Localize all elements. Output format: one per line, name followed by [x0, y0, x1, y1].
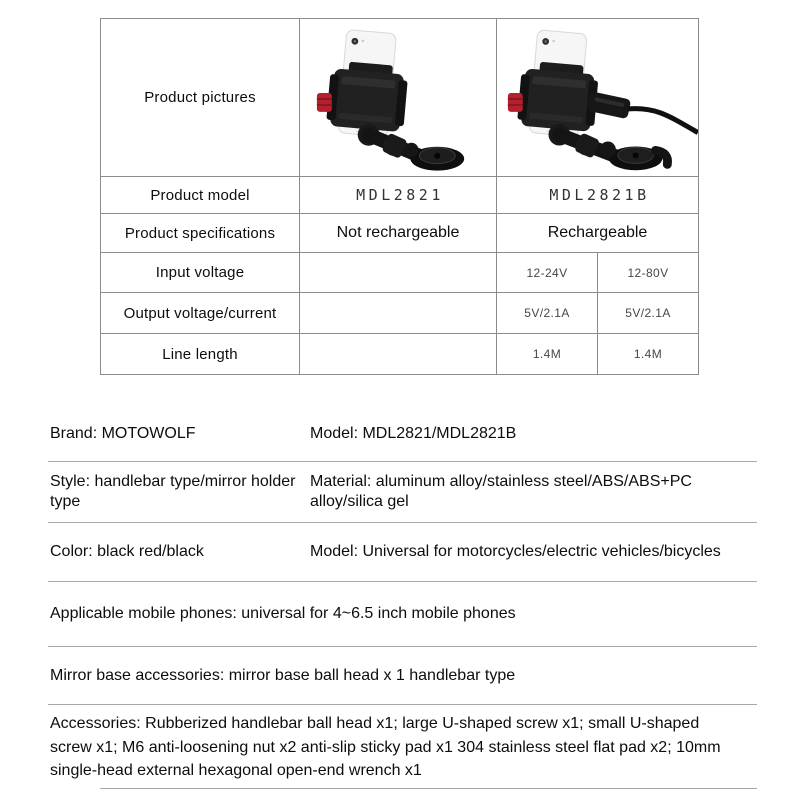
- brand-text: Brand: MOTOWOLF: [50, 424, 196, 442]
- brand-model-row: [48, 406, 757, 462]
- accessories-row: [48, 705, 757, 788]
- color-text: Color: black red/black: [50, 543, 204, 560]
- phone-mount-cable-illustration: [497, 19, 698, 176]
- model-text: Model: MDL2821/MDL2821B: [310, 424, 517, 442]
- pictures-label: Product pictures: [144, 89, 256, 106]
- spec-table: [100, 18, 699, 375]
- output-voltage-label: Output voltage/current: [101, 292, 299, 333]
- red-knob: [508, 93, 523, 112]
- material-text: Material: aluminum alloy/stainless steel/ABS/ABS+PC alloy/silica gel: [310, 473, 692, 510]
- input-voltage-b2: 12-80V: [597, 252, 698, 292]
- spec-label: Product specifications: [101, 213, 299, 252]
- model-b-value: MDL2821B: [496, 176, 698, 213]
- mirror-base-row: [48, 647, 757, 705]
- line-length-b2: 1.4M: [597, 333, 698, 374]
- vehicle-model-text: Model: Universal for motorcycles/electric vehicles/bicycles: [310, 543, 721, 560]
- style-material-row: [48, 462, 757, 523]
- red-knob: [317, 93, 332, 112]
- applicable-phones-row: [48, 582, 757, 647]
- input-voltage-b1: 12-24V: [496, 252, 597, 292]
- input-voltage-label: Input voltage: [101, 252, 299, 292]
- style-text: Style: handlebar type/mirror holder type: [50, 473, 296, 510]
- input-voltage-a-empty: [299, 252, 496, 292]
- model-label: Product model: [101, 176, 299, 213]
- product-image-mdl2821b: [496, 19, 698, 176]
- model-a-value: MDL2821: [299, 176, 496, 213]
- bottom-divider: [100, 788, 757, 789]
- accessories-text: Accessories: Rubberized handlebar ball head x1; large U-shaped screw x1; small U-shaped screw x1; M6 anti-loosening nut x2 anti-slip sticky pad x1 304 stainless steel flat pad x2; 10mm single-head external hexagonal open-end wrench x1: [50, 715, 721, 779]
- output-voltage-b1: 5V/2.1A: [496, 292, 597, 333]
- output-voltage-b2: 5V/2.1A: [597, 292, 698, 333]
- applicable-phones-text: Applicable mobile phones: universal for 4~6.5 inch mobile phones: [50, 605, 516, 622]
- output-voltage-a-empty: [299, 292, 496, 333]
- product-image-mdl2821: [299, 19, 496, 176]
- detail-list: [48, 406, 757, 789]
- spec-a-value: Not rechargeable: [299, 213, 496, 252]
- line-length-b1: 1.4M: [496, 333, 597, 374]
- color-universal-row: [48, 523, 757, 582]
- line-length-a-empty: [299, 333, 496, 374]
- mirror-base-text: Mirror base accessories: mirror base ball head x 1 handlebar type: [50, 666, 516, 684]
- phone-mount-illustration: [300, 19, 496, 176]
- line-length-label: Line length: [101, 333, 299, 374]
- spec-b-value: Rechargeable: [496, 213, 698, 252]
